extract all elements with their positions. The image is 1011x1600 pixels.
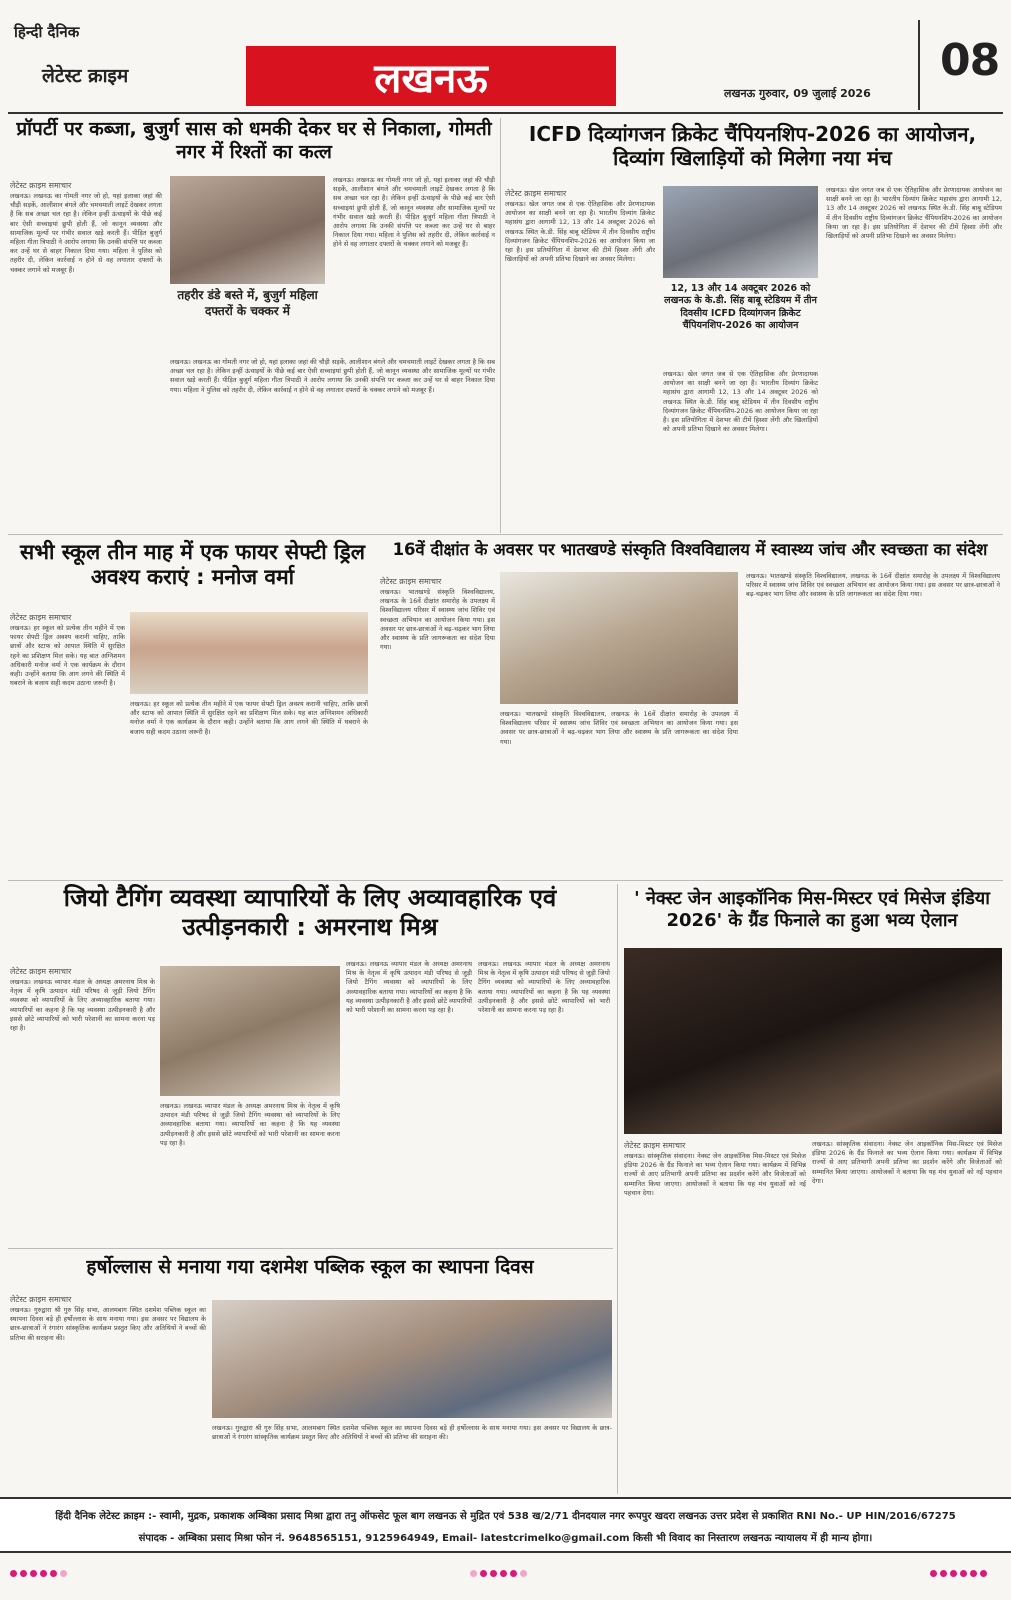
date-line: लखनऊ गुरुवार, 09 जुलाई 2026 [724,87,871,100]
story-headline: जियो टैगिंग व्यवस्था व्यापारियों के लिए अव्यावहारिक एवं उत्पीड़नकारी : अमरनाथ मिश्र [63,884,557,941]
story-body: लखनऊ। लखनऊ का गोमती नगर जो हो, यहां इलाका जहां की चौड़ी सड़कें, आलीशान बंगले और चमचमाती लाइटें देखकर लगता है कि सब अच्छा चल रहा है। लेकिन इन्हीं ऊंचाइयों के पीछे कई बार ऐसी सच्चाइयां छुपी होती हैं, जो कानून व्यवस्था और सामाजिक मूल्यों पर गंभीर सवाल खड़े करती हैं। पीड़ित बुजुर्ग महिला गीता त्रिपाठी ने आरोप लगाया कि उनकी संपत्ति पर कब्जा कर उन्हें घर से बाहर निकाल दिया गया। महिला ने पुलिस को तहरीर दी, लेकिन कार्रवाई न होने से वह लगातार दफ्तरों के चक्कर लगाने को मजबूर हैं। [10,192,162,274]
story-body: लखनऊ। खेल जगत जब से एक ऐतिहासिक और प्रेरणादायक आयोजन का साक्षी बनने जा रहा है। भारतीय दिव्यांग क्रिकेट महासंघ द्वारा आगामी 12, 13 और 14 अक्टूबर 2026 को लखनऊ स्थित के.डी. सिंह बाबू स्टेडियम में तीन दिवसीय राष्ट्रीय दिव्यांगजन क्रिकेट चैंपियनशिप-2026 का आयोजन किया जा रहा है। इस प्रतियोगिता में देशभर की टीमें हिस्सा लेंगी और खिलाड़ियों को अपनी प्रतिभा दिखाने का अवसर मिलेगा। [505,200,655,264]
photo-caption: 12, 13 और 14 अक्टूबर 2026 को लखनऊ के के.डी. सिंह बाबू स्टेडियम में तीन दिवसीय ICFD दिव्यांगजन क्रिकेट चैंपियनशिप-2026 का आयोजन [664,283,817,332]
story-photo [212,1300,612,1418]
column-divider [500,118,501,533]
byline: लेटेस्ट क्राइम समाचार [624,1141,686,1150]
byline: लेटेस्ट क्राइम समाचार [10,967,72,976]
byline: लेटेस्ट क्राइम समाचार [380,577,442,586]
decorative-dots [470,1570,527,1580]
byline: लेटेस्ट क्राइम समाचार [505,189,567,198]
story-body: लखनऊ। गुरुद्वारा श्री गुरु सिंह सभा, आलमबाग स्थित दशमेश पब्लिक स्कूल का स्थापना दिवस बड़े ही हर्षोल्लास के साथ मनाया गया। इस अवसर पर विद्यालय के छात्र-छात्राओं ने रंगारंग सांस्कृतिक कार्यक्रम प्रस्तुत किए और अतिथियों ने बच्चों की प्रतिभा की सराहना की। [10,1306,206,1342]
story-body: लखनऊ। खेल जगत जब से एक ऐतिहासिक और प्रेरणादायक आयोजन का साक्षी बनने जा रहा है। भारतीय दिव्यांग क्रिकेट महासंघ द्वारा आगामी 12, 13 और 14 अक्टूबर 2026 को लखनऊ स्थित के.डी. सिंह बाबू स्टेडियम में तीन दिवसीय राष्ट्रीय दिव्यांगजन क्रिकेट चैंपियनशिप-2026 का आयोजन किया जा रहा है। इस प्रतियोगिता में देशभर की टीमें हिस्सा लेंगी और खिलाड़ियों को अपनी प्रतिभा दिखाने का अवसर मिलेगा। [826,186,1002,241]
imprint-line: संपादक - अम्बिका प्रसाद मिश्रा फोन नं. 9648565151, 9125964949, Email- latestcrimelko@gmail.com किसी भी विवाद का निस्तारण लखनऊ न्यायालय में ही मान्य होगा। [138,1533,873,1544]
imprint-line: हिंदी दैनिक लेटेस्ट क्राइम :- स्वामी, मुद्रक, प्रकाशक अम्बिका प्रसाद मिश्रा द्वारा तनु ऑफसेट फूल बाग लखनऊ से मुद्रित एवं 538 ख/2/71 दीनदयाल नगर रूपपुर खदरा लखनऊ उत्तर प्रदेश से प्रकाशित RNI No.- UP HIN/2016/67275 [55,1511,956,1522]
story-photo [160,966,340,1096]
story-headline: 16वें दीक्षांत के अवसर पर भातखण्डे संस्कृति विश्वविद्यालय में स्वास्थ्य जांच और स्वच्छता का संदेश [392,540,988,559]
masthead-subtitle: लेटेस्ट क्राइम [42,65,129,87]
story-body: लखनऊ। भातखण्डे संस्कृति विश्वविद्यालय, लखनऊ के 16वें दीक्षांत समारोह के उपलक्ष्य में विश्वविद्यालय परिसर में स्वास्थ्य जांच शिविर एवं स्वच्छता अभियान का आयोजन किया गया। इस अवसर पर छात्र-छात्राओं ने बढ़-चढ़कर भाग लिया और स्वास्थ्य के प्रति जागरूकता का संदेश दिया गया। [746,572,1000,599]
byline: लेटेस्ट क्राइम समाचार [10,1295,72,1304]
story-photo [624,948,1002,1134]
story-headline: सभी स्कूल तीन माह में एक फायर सेफ्टी ड्रिल अवश्य कराएं : मनोज वर्मा [20,540,365,590]
story-body: लखनऊ। लखनऊ व्यापार मंडल के अध्यक्ष अमरनाथ मिश्र के नेतृत्व में कृषि उत्पादन मंडी परिषद से जुड़ी जियो टैगिंग व्यवस्था को व्यापारियों के लिए अव्यावहारिक बताया गया। व्यापारियों का कहना है कि यह व्यवस्था उत्पीड़नकारी है और इससे छोटे व्यापारियों को भारी परेशानी का सामना करना पड़ रहा है। [478,960,610,1015]
story-body: लखनऊ। लखनऊ व्यापार मंडल के अध्यक्ष अमरनाथ मिश्र के नेतृत्व में कृषि उत्पादन मंडी परिषद से जुड़ी जियो टैगिंग व्यवस्था को व्यापारियों के लिए अव्यावहारिक बताया गया। व्यापारियों का कहना है कि यह व्यवस्था उत्पीड़नकारी है और इससे छोटे व्यापारियों को भारी परेशानी का सामना करना पड़ रहा है। [160,1102,340,1147]
column-divider [617,884,618,1494]
story-body: लखनऊ। भातखण्डे संस्कृति विश्वविद्यालय, लखनऊ के 16वें दीक्षांत समारोह के उपलक्ष्य में विश्वविद्यालय परिसर में स्वास्थ्य जांच शिविर एवं स्वच्छता अभियान का आयोजन किया गया। इस अवसर पर छात्र-छात्राओं ने बढ़-चढ़कर भाग लिया और स्वास्थ्य के प्रति जागरूकता का संदेश दिया गया। [500,710,738,746]
story-body: लखनऊ। भातखण्डे संस्कृति विश्वविद्यालय, लखनऊ के 16वें दीक्षांत समारोह के उपलक्ष्य में विश्वविद्यालय परिसर में स्वास्थ्य जांच शिविर एवं स्वच्छता अभियान का आयोजन किया गया। इस अवसर पर छात्र-छात्राओं ने बढ़-चढ़कर भाग लिया और स्वास्थ्य के प्रति जागरूकता का संदेश दिया गया। [380,588,495,652]
story-body: लखनऊ। लखनऊ का गोमती नगर जो हो, यहां इलाका जहां की चौड़ी सड़कें, आलीशान बंगले और चमचमाती लाइटें देखकर लगता है कि सब अच्छा चल रहा है। लेकिन इन्हीं ऊंचाइयों के पीछे कई बार ऐसी सच्चाइयां छुपी होती हैं, जो कानून व्यवस्था और सामाजिक मूल्यों पर गंभीर सवाल खड़े करती हैं। पीड़ित बुजुर्ग महिला गीता त्रिपाठी ने आरोप लगाया कि उनकी संपत्ति पर कब्जा कर उन्हें घर से बाहर निकाल दिया गया। महिला ने पुलिस को तहरीर दी, लेकिन कार्रवाई न होने से वह लगातार दफ्तरों के चक्कर लगाने को मजबूर हैं। [170,358,495,394]
story-body: लखनऊ। लखनऊ व्यापार मंडल के अध्यक्ष अमरनाथ मिश्र के नेतृत्व में कृषि उत्पादन मंडी परिषद से जुड़ी जियो टैगिंग व्यवस्था को व्यापारियों के लिए अव्यावहारिक बताया गया। व्यापारियों का कहना है कि यह व्यवस्था उत्पीड़नकारी है और इससे छोटे व्यापारियों को भारी परेशानी का सामना करना पड़ रहा है। [10,978,155,1033]
section-rule [8,880,1003,881]
section-rule [8,1248,613,1249]
story-body: लखनऊ। लखनऊ व्यापार मंडल के अध्यक्ष अमरनाथ मिश्र के नेतृत्व में कृषि उत्पादन मंडी परिषद से जुड़ी जियो टैगिंग व्यवस्था को व्यापारियों के लिए अव्यावहारिक बताया गया। व्यापारियों का कहना है कि यह व्यवस्था उत्पीड़नकारी है और इससे छोटे व्यापारियों को भारी परेशानी का सामना करना पड़ रहा है। [346,960,472,1015]
story-body: लखनऊ। सांस्कृतिक संवादना। नेक्स्ट जेन आइकॉनिक मिस-मिस्टर एवं मिसेज इंडिया 2026 के ग्रैंड फिनाले का भव्य ऐलान किया गया। कार्यक्रम में विभिन्न राज्यों से आए प्रतिभागी अपनी प्रतिभा का प्रदर्शन करेंगे और विजेताओं को सम्मानित किया जाएगा। आयोजकों ने बताया कि यह मंच युवाओं को नई पहचान देगा। [812,1140,1002,1185]
page-number: 08 [940,35,1000,86]
story-body: लखनऊ। लखनऊ का गोमती नगर जो हो, यहां इलाका जहां की चौड़ी सड़कें, आलीशान बंगले और चमचमाती लाइटें देखकर लगता है कि सब अच्छा चल रहा है। लेकिन इन्हीं ऊंचाइयों के पीछे कई बार ऐसी सच्चाइयां छुपी होती हैं, जो कानून व्यवस्था और सामाजिक मूल्यों पर गंभीर सवाल खड़े करती हैं। पीड़ित बुजुर्ग महिला गीता त्रिपाठी ने आरोप लगाया कि उनकी संपत्ति पर कब्जा कर उन्हें घर से बाहर निकाल दिया गया। महिला ने पुलिस को तहरीर दी, लेकिन कार्रवाई न होने से वह लगातार दफ्तरों के चक्कर लगाने को मजबूर हैं। [333,176,495,249]
masthead-rule [8,112,1003,114]
story-body: लखनऊ। सांस्कृतिक संवादना। नेक्स्ट जेन आइकॉनिक मिस-मिस्टर एवं मिसेज इंडिया 2026 के ग्रैंड फिनाले का भव्य ऐलान किया गया। कार्यक्रम में विभिन्न राज्यों से आए प्रतिभागी अपनी प्रतिभा का प्रदर्शन करेंगे और विजेताओं को सम्मानित किया जाएगा। आयोजकों ने बताया कि यह मंच युवाओं को नई पहचान देगा। [624,1152,806,1197]
story-photo [663,186,818,278]
story-headline: ICFD दिव्यांगजन क्रिकेट चैंपियनशिप-2026 का आयोजन, दिव्यांग खिलाड़ियों को मिलेगा नया मंच [528,122,977,170]
city-banner: लखनऊ [246,46,616,106]
story-headline: ' नेक्स्ट जेन आइकॉनिक मिस-मिस्टर एवं मिसेज इंडिया 2026' के ग्रैंड फिनाले का हुआ भव्य ऐलान [634,888,990,931]
story-body: लखनऊ। गुरुद्वारा श्री गुरु सिंह सभा, आलमबाग स्थित दशमेश पब्लिक स्कूल का स्थापना दिवस बड़े ही हर्षोल्लास के साथ मनाया गया। इस अवसर पर विद्यालय के छात्र-छात्राओं ने रंगारंग सांस्कृतिक कार्यक्रम प्रस्तुत किए और अतिथियों ने बच्चों की प्रतिभा की सराहना की। [212,1424,612,1442]
decorative-dots [930,1570,987,1580]
story-body: लखनऊ। खेल जगत जब से एक ऐतिहासिक और प्रेरणादायक आयोजन का साक्षी बनने जा रहा है। भारतीय दिव्यांग क्रिकेट महासंघ द्वारा आगामी 12, 13 और 14 अक्टूबर 2026 को लखनऊ स्थित के.डी. सिंह बाबू स्टेडियम में तीन दिवसीय राष्ट्रीय दिव्यांगजन क्रिकेट चैंपियनशिप-2026 का आयोजन किया जा रहा है। इस प्रतियोगिता में देशभर की टीमें हिस्सा लेंगी और खिलाड़ियों को अपनी प्रतिभा दिखाने का अवसर मिलेगा। [663,370,818,434]
byline: लेटेस्ट क्राइम समाचार [10,613,72,622]
story-body: लखनऊ। हर स्कूल को प्रत्येक तीन महीने में एक फायर सेफ्टी ड्रिल अवश्य करानी चाहिए, ताकि छात्रों और स्टाफ को आपात स्थिति में सुरक्षित रहने का प्रशिक्षण मिल सके। यह बात अग्निशमन अधिकारी मनोज वर्मा ने एक कार्यक्रम के दौरान कही। उन्होंने बताया कि आग लगने की स्थिति में घबराने के बजाय सही कदम उठाना जरूरी है। [130,700,368,736]
section-rule [8,534,1003,535]
decorative-dots [10,1570,67,1580]
photo-caption: तहरीर डंडे बस्ते में, बुजुर्ग महिला दफ्तरों के चक्कर में [177,288,318,318]
imprint-footer [0,1497,1011,1553]
byline: लेटेस्ट क्राइम समाचार [10,181,72,190]
story-photo [130,612,368,694]
story-body: लखनऊ। हर स्कूल को प्रत्येक तीन महीने में एक फायर सेफ्टी ड्रिल अवश्य करानी चाहिए, ताकि छात्रों और स्टाफ को आपात स्थिति में सुरक्षित रहने का प्रशिक्षण मिल सके। यह बात अग्निशमन अधिकारी मनोज वर्मा ने एक कार्यक्रम के दौरान कही। उन्होंने बताया कि आग लगने की स्थिति में घबराने के बजाय सही कदम उठाना जरूरी है। [10,624,125,688]
story-photo [500,572,738,704]
story-headline: हर्षोल्लास से मनाया गया दशमेश पब्लिक स्कूल का स्थापना दिवस [86,1256,534,1278]
story-photo [170,176,325,284]
masthead-brand: हिन्दी दैनिक [14,23,80,41]
story-headline: प्रॉपर्टी पर कब्जा, बुजुर्ग सास को धमकी देकर घर से निकाला, गोमती नगर में रिश्तों का कत्ल [16,118,492,163]
masthead-divider [918,20,920,110]
